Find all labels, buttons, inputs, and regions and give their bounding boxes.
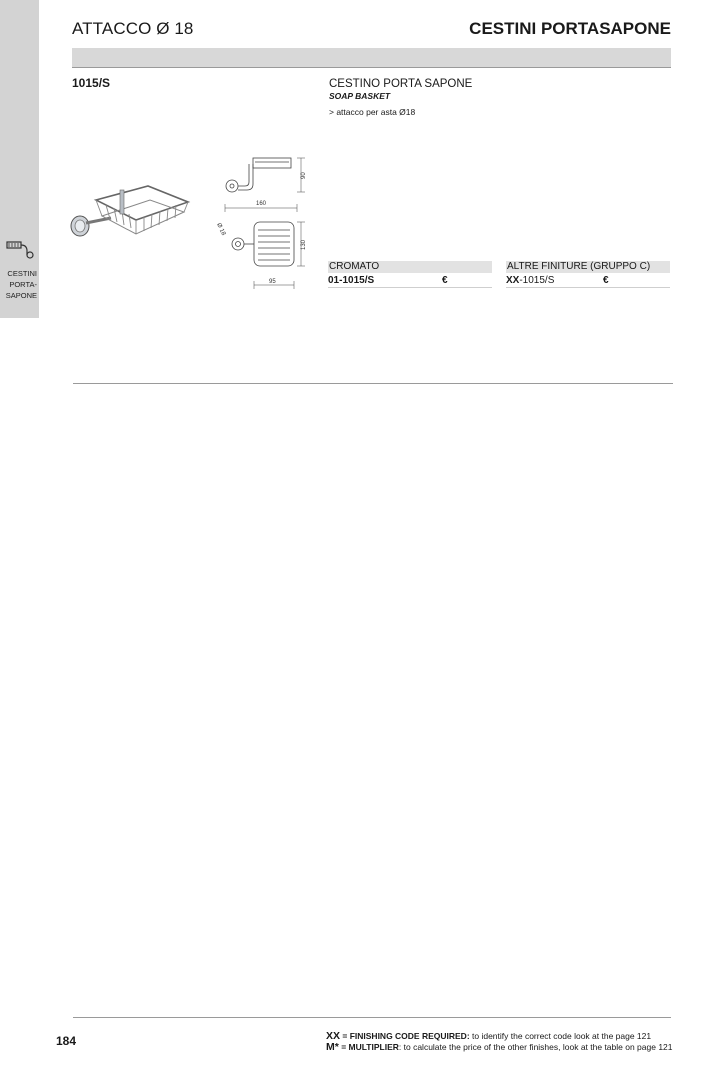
dim-diameter-label: Ø 18: [215, 222, 227, 237]
footer-bold-text: = MULTIPLIER: [338, 1042, 399, 1052]
side-label-line: PORTA-: [9, 280, 37, 289]
dim-base-label: 95: [269, 279, 276, 285]
dim-height-label: 90: [301, 172, 307, 179]
price-currency: €: [603, 275, 609, 286]
finish-code-suffix: -1015/S: [339, 275, 375, 286]
finish-row-other: [506, 275, 670, 288]
finish-header-chrome: CROMATO: [328, 261, 492, 273]
finish-header-other: ALTRE FINITURE (GRUPPO C): [506, 261, 670, 273]
finish-row-chrome: [328, 275, 492, 288]
side-label-line: SAPONE: [5, 291, 37, 300]
product-title: CESTINO PORTA SAPONE: [329, 78, 473, 90]
footer-divider: [73, 1017, 671, 1018]
soap-holder-icon: [5, 238, 37, 260]
footer-key: M*: [326, 1041, 339, 1053]
side-label-line: CESTINI: [7, 269, 37, 278]
category-title: CESTINI PORTASAPONE: [469, 19, 671, 38]
finish-code-suffix: -1015/S: [519, 275, 555, 286]
product-subtitle: SOAP BASKET: [329, 91, 391, 101]
side-category-label: [0, 268, 38, 301]
dim-width-label: 160: [256, 201, 267, 207]
footer-text: to identify the correct code look at the page 121: [469, 1031, 652, 1041]
page-number: 184: [56, 1034, 77, 1048]
header-band: [72, 48, 671, 68]
side-category-tab: [0, 0, 39, 318]
product-note: > attacco per asta Ø18: [329, 107, 416, 117]
finish-code-prefix: XX: [506, 275, 520, 286]
dim-depth-label: 130: [301, 239, 307, 250]
footer-key: XX: [326, 1030, 341, 1042]
price-currency: €: [442, 275, 448, 286]
technical-drawing: [205, 152, 317, 292]
product-photo: [66, 178, 191, 248]
footer-note-line: [326, 1042, 673, 1053]
footer-notes: [326, 1031, 673, 1053]
finish-code-prefix: 01: [328, 275, 340, 286]
section-title: ATTACCO Ø 18: [72, 19, 194, 38]
section-divider: [73, 383, 673, 384]
footer-bold-text: = FINISHING CODE REQUIRED:: [340, 1031, 470, 1041]
footer-text: : to calculate the price of the other finishes, look at the table on page 121: [398, 1042, 673, 1052]
product-code: 1015/S: [72, 76, 111, 90]
footer-note-line: [326, 1031, 673, 1042]
